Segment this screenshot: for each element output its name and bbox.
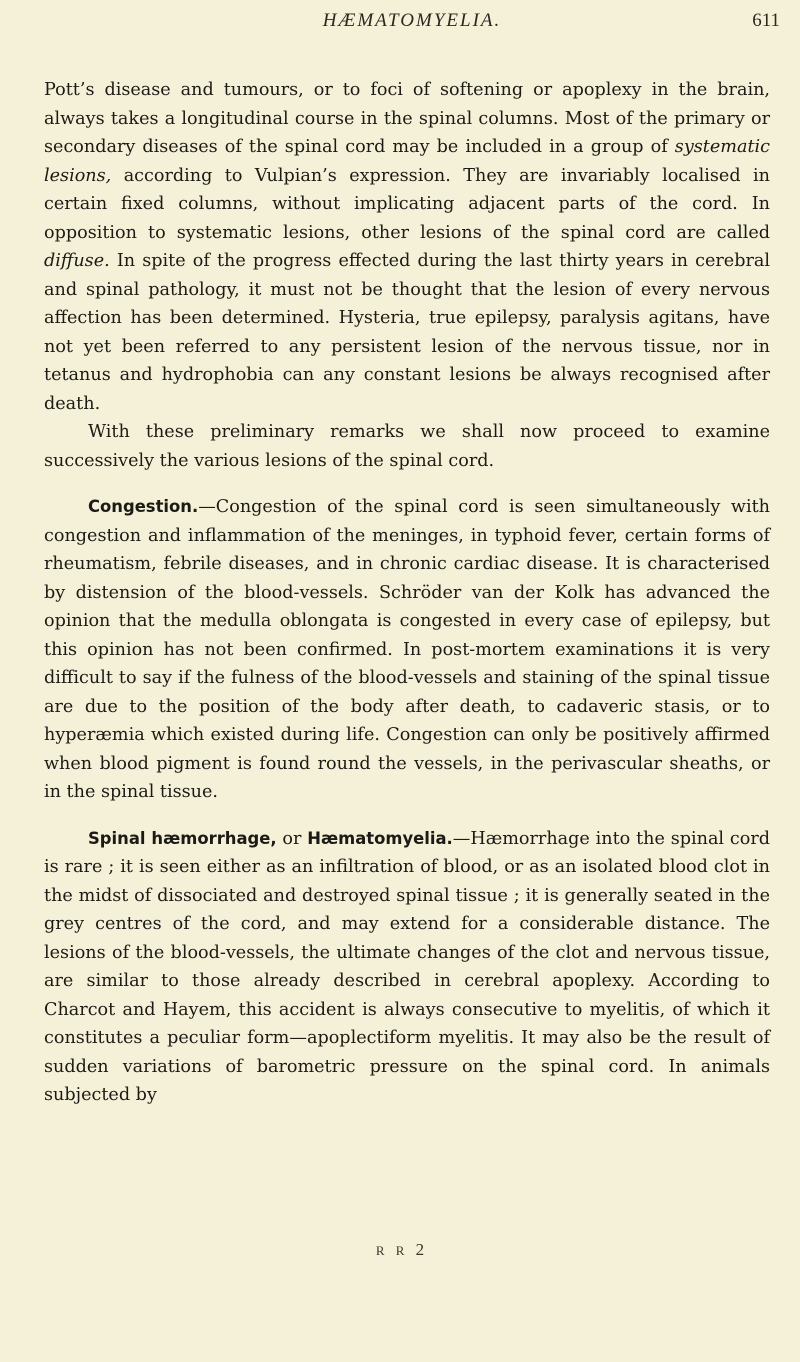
paragraph-1 [44, 76, 770, 418]
page-header [44, 10, 780, 44]
term-diffuse: diffuse. [44, 251, 110, 271]
section-congestion [44, 493, 770, 807]
paragraph-1-text-c: In spite of the progress effected during the last thirty years in cerebral and spinal pathology, it must not be thought that the lesion of every nervous affection has been determined. Hysteria, true epilepsy, paralysis agitans, have not yet been referred to any persistent lesion of the nervous tissue, nor in tetanus and hydrophobia can any constant lesions be always recognised after death. [44, 251, 770, 414]
section-heading-haematomyelia: Hæmatomyelia. [307, 828, 453, 848]
paragraph-1-text-b: according to Vulpian’s expression. They are invariably localised in certain fixed columns, without implicating adjacent parts of the cord. In opposition to systematic lesions, other lesions of the spinal cord are called [44, 165, 770, 243]
paragraph-2: With these preliminary remarks we shall now proceed to examine successively the various lesions of the spinal cord. [44, 422, 770, 471]
running-head: HÆMATOMYELIA. [322, 10, 502, 31]
printer-signature [0, 1240, 800, 1260]
body-text [44, 76, 770, 1110]
section-haematomyelia-text: —Hæmorrhage into the spinal cord is rare ; it is seen either as an infiltration of blood, or as an isolated blood clot in the midst of dissociated and destroyed spinal tissue ; it is generally seated in the grey centres of the cord, and may extend for a considerable distance. The lesions of the blood-vessels, the ultimate changes of the clot and nervous tissue, are similar to those already described in cerebral apoplexy. According to Charcot and Hayem, this accident is always consecutive to myelitis, of which it constitutes a peculiar form—apoplectiform myelitis. It may also be the result of sudden variations of barometric pressure on the spinal cord. In animals subjected by [44, 828, 770, 1105]
signature-letters: R R [375, 1243, 409, 1258]
term-systematic-lesions: systematic lesions, [44, 137, 770, 186]
section-heading-congestion: Congestion. [88, 497, 199, 516]
signature-number: 2 [415, 1240, 425, 1259]
section-heading-or: or [276, 828, 308, 849]
page-number: 611 [752, 10, 780, 31]
section-haematomyelia [44, 825, 770, 1110]
paragraph-1-text-a: Pott’s disease and tumours, or to foci of softening or apoplexy in the brain, always takes a longitudinal course in the spinal columns. Most of the primary or secondary diseases of the spinal cord may be included in a group of [44, 80, 770, 157]
section-heading-spinal-haemorrhage: Spinal hæmorrhage, [88, 828, 277, 848]
section-congestion-text: —Congestion of the spinal cord is seen simultaneously with congestion and inflammation of the meninges, in typhoid fever, certain forms of rheumatism, febrile diseases, and in chronic cardiac disease. It is characterised by distension of the blood-vessels. Schröder van der Kolk has advanced the opinion that the medulla oblongata is congested in every case of epilepsy, but this opinion has not been confirmed. In post-mortem examinations it is very difficult to say if the fulness of the blood-vessels and staining of the spinal tissue are due to the position of the body after death, to cadaveric stasis, or to hyperæmia which existed during life. Congestion can only be positively affirmed when blood pigment is found round the vessels, in the perivascular sheaths, or in the spinal tissue. [44, 497, 770, 802]
